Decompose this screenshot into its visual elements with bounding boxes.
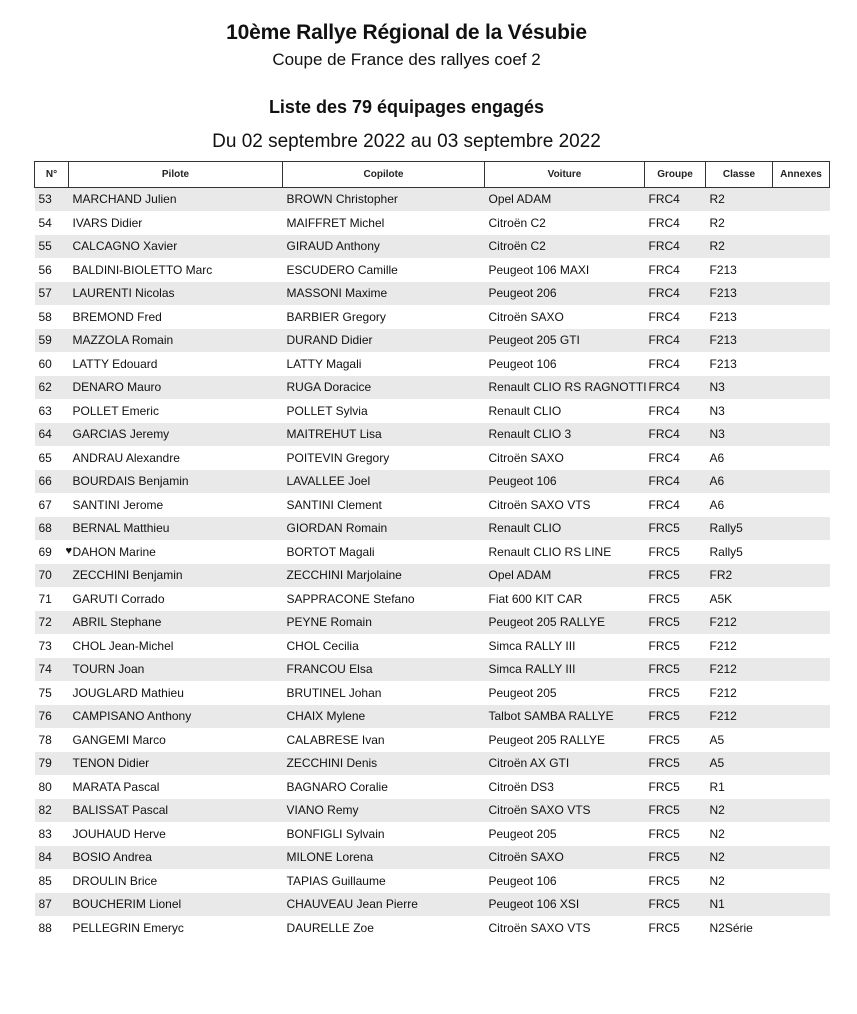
cell-copilote: LAVALLEE Joel (283, 470, 485, 494)
cell-groupe: FRC5 (645, 634, 706, 658)
cell-annexes (773, 869, 830, 893)
cell-annexes (773, 728, 830, 752)
cell-copilote: MASSONI Maxime (283, 282, 485, 306)
table-row (35, 775, 830, 799)
cell-pilote: BOSIO Andrea (69, 846, 283, 870)
date-range: Du 02 septembre 2022 au 03 septembre 2022 (212, 131, 601, 152)
cell-voiture: Fiat 600 KIT CAR (485, 587, 645, 611)
cell-classe: A5 (706, 752, 773, 776)
cell-copilote: VIANO Remy (283, 799, 485, 823)
cell-pilote: PELLEGRIN Emeryc (69, 916, 283, 940)
cell-num: 88 (35, 916, 69, 940)
table-row (35, 587, 830, 611)
cell-copilote: CHOL Cecilia (283, 634, 485, 658)
cell-annexes (773, 305, 830, 329)
table-row (35, 188, 830, 212)
cell-pilote: TENON Didier (69, 752, 283, 776)
cell-num: 71 (35, 587, 69, 611)
cell-num: 55 (35, 235, 69, 259)
cell-classe: A6 (706, 446, 773, 470)
table-row (35, 540, 830, 564)
cell-groupe: FRC5 (645, 728, 706, 752)
cell-groupe: FRC5 (645, 846, 706, 870)
cell-groupe: FRC4 (645, 376, 706, 400)
cell-voiture: Citroën C2 (485, 211, 645, 235)
table-row (35, 470, 830, 494)
cell-pilote: CAMPISANO Anthony (69, 705, 283, 729)
cell-groupe: FRC5 (645, 822, 706, 846)
cell-copilote: TAPIAS Guillaume (283, 869, 485, 893)
cell-classe: F213 (706, 329, 773, 353)
cell-num: 76 (35, 705, 69, 729)
cell-voiture: Peugeot 205 GTI (485, 329, 645, 353)
cell-annexes (773, 211, 830, 235)
cell-classe: N3 (706, 376, 773, 400)
cell-copilote: BORTOT Magali (283, 540, 485, 564)
cell-num: 79 (35, 752, 69, 776)
cell-num: 65 (35, 446, 69, 470)
cell-voiture: Citroën DS3 (485, 775, 645, 799)
cell-classe: F213 (706, 305, 773, 329)
cell-classe: N2 (706, 799, 773, 823)
column-header-annexes: Annexes (773, 162, 830, 188)
table-header-row (35, 162, 830, 188)
table-row (35, 517, 830, 541)
table-row (35, 869, 830, 893)
cell-num: 84 (35, 846, 69, 870)
table-row (35, 352, 830, 376)
pilote-name: DAHON Marine (72, 544, 156, 559)
cell-copilote: POLLET Sylvia (283, 399, 485, 423)
cell-voiture: Peugeot 206 (485, 282, 645, 306)
cell-groupe: FRC4 (645, 493, 706, 517)
cell-classe: R2 (706, 235, 773, 259)
cell-classe: F213 (706, 352, 773, 376)
cell-groupe: FRC4 (645, 399, 706, 423)
cell-annexes (773, 916, 830, 940)
cell-classe: F213 (706, 258, 773, 282)
table-row (35, 564, 830, 588)
table-row (35, 399, 830, 423)
cell-classe: A5K (706, 587, 773, 611)
cell-voiture: Citroën SAXO VTS (485, 916, 645, 940)
cell-annexes (773, 799, 830, 823)
cell-num: 73 (35, 634, 69, 658)
cell-annexes (773, 564, 830, 588)
cell-pilote: ANDRAU Alexandre (69, 446, 283, 470)
cell-copilote: RUGA Doracice (283, 376, 485, 400)
cell-classe: F212 (706, 611, 773, 635)
cell-num: 56 (35, 258, 69, 282)
table-row (35, 658, 830, 682)
cell-groupe: FRC5 (645, 611, 706, 635)
table-row (35, 235, 830, 259)
cell-pilote: DENARO Mauro (69, 376, 283, 400)
table-row (35, 728, 830, 752)
cell-pilote: BREMOND Fred (69, 305, 283, 329)
cell-classe: F212 (706, 634, 773, 658)
cell-voiture: Renault CLIO RS RAGNOTTI (485, 376, 645, 400)
cell-voiture: Renault CLIO 3 (485, 423, 645, 447)
cell-annexes (773, 775, 830, 799)
cell-groupe: FRC5 (645, 752, 706, 776)
cell-pilote: GANGEMI Marco (69, 728, 283, 752)
cell-groupe: FRC4 (645, 329, 706, 353)
heart-icon: ♥ (65, 544, 73, 557)
cell-num: 74 (35, 658, 69, 682)
cell-num: 80 (35, 775, 69, 799)
cell-pilote: GARCIAS Jeremy (69, 423, 283, 447)
cell-copilote: ZECCHINI Denis (283, 752, 485, 776)
cell-num: 70 (35, 564, 69, 588)
cell-groupe: FRC4 (645, 235, 706, 259)
cell-pilote: POLLET Emeric (69, 399, 283, 423)
cell-classe: R2 (706, 188, 773, 212)
cell-pilote: BALDINI-BIOLETTO Marc (69, 258, 283, 282)
cell-num: 53 (35, 188, 69, 212)
cell-groupe: FRC4 (645, 258, 706, 282)
table-row (35, 822, 830, 846)
cell-groupe: FRC5 (645, 799, 706, 823)
column-header-num: N° (35, 162, 69, 188)
cell-voiture: Citroën SAXO (485, 446, 645, 470)
cell-annexes (773, 235, 830, 259)
cell-annexes (773, 423, 830, 447)
cell-copilote: ZECCHINI Marjolaine (283, 564, 485, 588)
cell-annexes (773, 399, 830, 423)
cell-num: 58 (35, 305, 69, 329)
cell-annexes (773, 611, 830, 635)
cell-classe: F213 (706, 282, 773, 306)
table-row (35, 376, 830, 400)
cell-groupe: FRC5 (645, 916, 706, 940)
cell-pilote: DROULIN Brice (69, 869, 283, 893)
cell-copilote: GIRAUD Anthony (283, 235, 485, 259)
cell-copilote: ESCUDERO Camille (283, 258, 485, 282)
cell-groupe: FRC5 (645, 564, 706, 588)
cell-copilote: POITEVIN Gregory (283, 446, 485, 470)
cell-pilote: MAZZOLA Romain (69, 329, 283, 353)
cell-num: 78 (35, 728, 69, 752)
table-row (35, 916, 830, 940)
cell-classe: A6 (706, 493, 773, 517)
cell-copilote: CHAUVEAU Jean Pierre (283, 893, 485, 917)
cell-voiture: Citroën AX GTI (485, 752, 645, 776)
cell-groupe: FRC4 (645, 211, 706, 235)
cell-voiture: Citroën C2 (485, 235, 645, 259)
cell-classe: Rally5 (706, 517, 773, 541)
cell-voiture: Renault CLIO (485, 517, 645, 541)
cell-num: 62 (35, 376, 69, 400)
cell-voiture: Citroën SAXO VTS (485, 799, 645, 823)
cell-classe: F212 (706, 658, 773, 682)
cell-copilote: CALABRESE Ivan (283, 728, 485, 752)
table-row (35, 846, 830, 870)
cell-groupe: FRC4 (645, 305, 706, 329)
cell-groupe: FRC5 (645, 517, 706, 541)
cell-num: 63 (35, 399, 69, 423)
table-row (35, 634, 830, 658)
cell-annexes (773, 705, 830, 729)
cell-groupe: FRC5 (645, 540, 706, 564)
cell-annexes (773, 658, 830, 682)
cell-groupe: FRC5 (645, 775, 706, 799)
cell-pilote: IVARS Didier (69, 211, 283, 235)
cell-num: 59 (35, 329, 69, 353)
cell-num: 60 (35, 352, 69, 376)
table-row (35, 211, 830, 235)
cell-copilote: MILONE Lorena (283, 846, 485, 870)
cell-copilote: BONFIGLI Sylvain (283, 822, 485, 846)
cell-pilote: CALCAGNO Xavier (69, 235, 283, 259)
cell-copilote: SANTINI Clement (283, 493, 485, 517)
cell-voiture: Simca RALLY III (485, 634, 645, 658)
cell-voiture: Citroën SAXO (485, 846, 645, 870)
table-row (35, 446, 830, 470)
cell-voiture: Peugeot 205 (485, 681, 645, 705)
cell-groupe: FRC4 (645, 188, 706, 212)
column-header-voiture: Voiture (485, 162, 645, 188)
cell-num: 83 (35, 822, 69, 846)
cell-copilote: BROWN Christopher (283, 188, 485, 212)
cell-annexes (773, 352, 830, 376)
cell-classe: N2 (706, 846, 773, 870)
cell-pilote: JOUGLARD Mathieu (69, 681, 283, 705)
cell-classe: FR2 (706, 564, 773, 588)
cell-pilote: ABRIL Stephane (69, 611, 283, 635)
table-row (35, 282, 830, 306)
cell-pilote: SANTINI Jerome (69, 493, 283, 517)
cell-copilote: BAGNARO Coralie (283, 775, 485, 799)
table-row (35, 893, 830, 917)
cell-classe: R2 (706, 211, 773, 235)
cell-groupe: FRC5 (645, 658, 706, 682)
cell-copilote: BARBIER Gregory (283, 305, 485, 329)
column-header-classe: Classe (706, 162, 773, 188)
cell-pilote: LAURENTI Nicolas (69, 282, 283, 306)
cell-classe: A5 (706, 728, 773, 752)
cell-pilote: JOUHAUD Herve (69, 822, 283, 846)
cell-num: 68 (35, 517, 69, 541)
cell-classe: N3 (706, 399, 773, 423)
cell-annexes (773, 752, 830, 776)
table-row (35, 752, 830, 776)
cell-voiture: Peugeot 106 (485, 470, 645, 494)
cell-pilote: BERNAL Matthieu (69, 517, 283, 541)
cell-pilote: LATTY Edouard (69, 352, 283, 376)
column-header-groupe: Groupe (645, 162, 706, 188)
cell-num: 85 (35, 869, 69, 893)
cell-pilote: GARUTI Corrado (69, 587, 283, 611)
cell-voiture: Simca RALLY III (485, 658, 645, 682)
cell-copilote: CHAIX Mylene (283, 705, 485, 729)
cell-copilote: PEYNE Romain (283, 611, 485, 635)
cell-pilote: BOURDAIS Benjamin (69, 470, 283, 494)
cell-num: 64 (35, 423, 69, 447)
cell-num: 87 (35, 893, 69, 917)
cell-num: 67 (35, 493, 69, 517)
cell-num: 75 (35, 681, 69, 705)
cell-copilote: DURAND Didier (283, 329, 485, 353)
cell-pilote: BOUCHERIM Lionel (69, 893, 283, 917)
cell-pilote: ZECCHINI Benjamin (69, 564, 283, 588)
cell-groupe: FRC4 (645, 352, 706, 376)
cell-annexes (773, 681, 830, 705)
cell-copilote: BRUTINEL Johan (283, 681, 485, 705)
cell-classe: F212 (706, 681, 773, 705)
list-title: Liste des 79 équipages engagés (268, 97, 545, 117)
cell-annexes (773, 282, 830, 306)
cell-annexes (773, 329, 830, 353)
cell-annexes (773, 822, 830, 846)
cell-voiture: Peugeot 106 XSI (485, 893, 645, 917)
cell-groupe: FRC5 (645, 681, 706, 705)
table-row (35, 611, 830, 635)
cell-voiture: Peugeot 205 RALLYE (485, 728, 645, 752)
cell-annexes (773, 258, 830, 282)
cell-copilote: MAITREHUT Lisa (283, 423, 485, 447)
table-row (35, 329, 830, 353)
cell-pilote (65, 540, 283, 564)
cell-classe: Rally5 (706, 540, 773, 564)
cell-copilote: LATTY Magali (283, 352, 485, 376)
cell-copilote: DAURELLE Zoe (283, 916, 485, 940)
cell-annexes (773, 540, 830, 564)
table-row (35, 493, 830, 517)
cell-voiture: Peugeot 205 (485, 822, 645, 846)
cell-groupe: FRC5 (645, 587, 706, 611)
cell-copilote: GIORDAN Romain (283, 517, 485, 541)
column-header-pilote: Pilote (69, 162, 283, 188)
cell-voiture: Citroën SAXO VTS (485, 493, 645, 517)
cell-pilote: CHOL Jean-Michel (69, 634, 283, 658)
cell-classe: R1 (706, 775, 773, 799)
cell-copilote: FRANCOU Elsa (283, 658, 485, 682)
cell-classe: F212 (706, 705, 773, 729)
cell-groupe: FRC5 (645, 869, 706, 893)
cell-classe: A6 (706, 470, 773, 494)
cell-annexes (773, 188, 830, 212)
cell-groupe: FRC5 (645, 705, 706, 729)
cell-voiture: Peugeot 106 (485, 869, 645, 893)
cell-annexes (773, 893, 830, 917)
cell-pilote: BALISSAT Pascal (69, 799, 283, 823)
cell-voiture: Renault CLIO (485, 399, 645, 423)
cell-classe: N2 (706, 822, 773, 846)
cell-classe: N2Série (706, 916, 773, 940)
cell-voiture: Opel ADAM (485, 188, 645, 212)
cell-voiture: Talbot SAMBA RALLYE (485, 705, 645, 729)
cell-num: 82 (35, 799, 69, 823)
cell-num: 66 (35, 470, 69, 494)
table-row (35, 705, 830, 729)
cell-groupe: FRC5 (645, 893, 706, 917)
table-row (35, 423, 830, 447)
table-row (35, 799, 830, 823)
cell-voiture: Peugeot 106 MAXI (485, 258, 645, 282)
table-row (35, 305, 830, 329)
cell-annexes (773, 587, 830, 611)
cell-annexes (773, 517, 830, 541)
table-row (35, 258, 830, 282)
cell-pilote: TOURN Joan (69, 658, 283, 682)
cell-num: 54 (35, 211, 69, 235)
column-header-copilote: Copilote (283, 162, 485, 188)
cell-voiture: Opel ADAM (485, 564, 645, 588)
cell-annexes (773, 470, 830, 494)
document-subtitle: Coupe de France des rallyes coef 2 (272, 50, 541, 69)
cell-pilote: MARATA Pascal (69, 775, 283, 799)
entries-table (34, 161, 830, 940)
cell-pilote: MARCHAND Julien (69, 188, 283, 212)
cell-groupe: FRC4 (645, 282, 706, 306)
cell-annexes (773, 376, 830, 400)
cell-voiture: Renault CLIO RS LINE (485, 540, 645, 564)
cell-num: 69 (35, 540, 69, 564)
cell-classe: N2 (706, 869, 773, 893)
cell-annexes (773, 634, 830, 658)
cell-annexes (773, 493, 830, 517)
cell-groupe: FRC4 (645, 446, 706, 470)
document-title: 10ème Rallye Régional de la Vésubie (226, 21, 587, 44)
cell-voiture: Peugeot 106 (485, 352, 645, 376)
cell-copilote: SAPPRACONE Stefano (283, 587, 485, 611)
cell-num: 57 (35, 282, 69, 306)
cell-annexes (773, 446, 830, 470)
cell-groupe: FRC4 (645, 470, 706, 494)
cell-annexes (773, 846, 830, 870)
cell-groupe: FRC4 (645, 423, 706, 447)
cell-num: 72 (35, 611, 69, 635)
cell-classe: N3 (706, 423, 773, 447)
cell-classe: N1 (706, 893, 773, 917)
cell-copilote: MAIFFRET Michel (283, 211, 485, 235)
cell-voiture: Citroën SAXO (485, 305, 645, 329)
cell-voiture: Peugeot 205 RALLYE (485, 611, 645, 635)
table-row (35, 681, 830, 705)
